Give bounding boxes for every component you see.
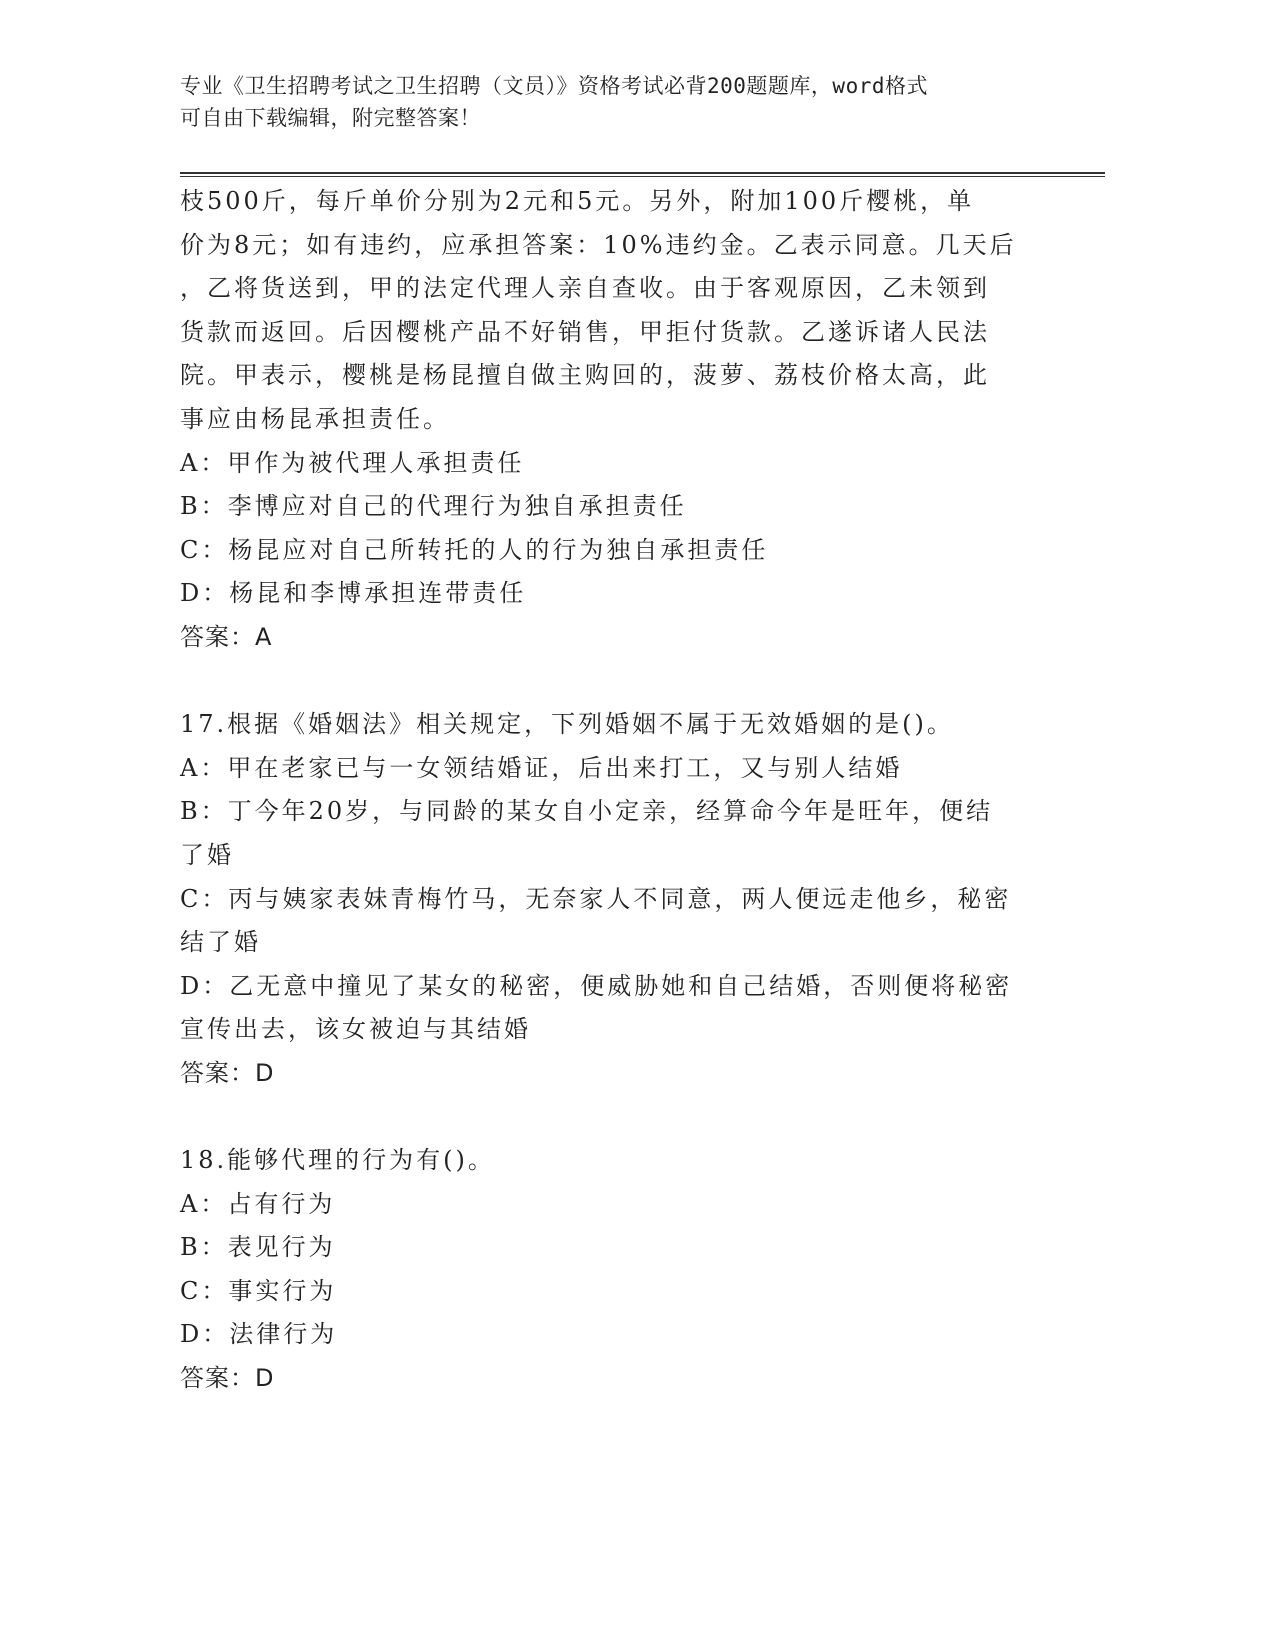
question-18 bbox=[180, 1139, 1040, 1401]
option-d: D：法律行为 bbox=[180, 1320, 338, 1349]
answer: 答案：D bbox=[180, 1364, 275, 1393]
option-b: B：李博应对自己的代理行为独自承担责任 bbox=[180, 492, 687, 521]
option-b: B：丁今年20岁，与同龄的某女自小定亲，经算命今年是旺年，便结 bbox=[180, 797, 994, 826]
question-text-line: 事应由杨昆承担责任。 bbox=[180, 404, 450, 433]
option-d: D：杨昆和李博承担连带责任 bbox=[180, 579, 527, 608]
question-text-line: 价为8元；如有违约，应承担答案：10%违约金。乙表示同意。几天后 bbox=[180, 230, 1017, 259]
option-b-continued: 了婚 bbox=[180, 840, 234, 869]
header-line-1: 专业《卫生招聘考试之卫生招聘（文员）》资格考试必背200题题库，word格式 bbox=[180, 74, 928, 98]
header-line-2: 可自由下载编辑，附完整答案！ bbox=[180, 106, 481, 130]
question-17 bbox=[180, 703, 1040, 1095]
answer: 答案：D bbox=[180, 1058, 275, 1087]
question-16 bbox=[180, 180, 1040, 660]
document-body bbox=[180, 180, 1040, 1401]
question-text-line: 枝500斤，每斤单价分别为2元和5元。另外，附加100斤樱桃，单 bbox=[180, 187, 975, 215]
option-c: C：丙与姨家表妹青梅竹马，无奈家人不同意，两人便远走他乡，秘密 bbox=[180, 884, 1012, 913]
option-a: A：甲作为被代理人承担责任 bbox=[180, 448, 525, 477]
option-d: D：乙无意中撞见了某女的秘密，便威胁她和自己结婚，否则便将秘密 bbox=[180, 971, 1013, 1000]
header-divider bbox=[180, 172, 1105, 177]
option-c: C：事实行为 bbox=[180, 1276, 337, 1305]
option-d-continued: 宣传出去，该女被迫与其结婚 bbox=[180, 1015, 531, 1044]
spacer bbox=[180, 1095, 1040, 1139]
option-c-continued: 结了婚 bbox=[180, 928, 261, 957]
option-a: A：甲在老家已与一女领结婚证，后出来打工，又与别人结婚 bbox=[180, 753, 903, 782]
page-header bbox=[180, 70, 1060, 134]
option-c: C：杨昆应对自己所转托的人的行为独自承担责任 bbox=[180, 535, 769, 564]
question-text-line: ，乙将货送到，甲的法定代理人亲自查收。由于客观原因，乙未领到 bbox=[180, 274, 990, 303]
question-text: 17.根据《婚姻法》相关规定，下列婚姻不属于无效婚姻的是()。 bbox=[180, 710, 954, 739]
question-text: 18.能够代理的行为有()。 bbox=[180, 1146, 495, 1175]
option-b: B：表见行为 bbox=[180, 1233, 336, 1262]
option-a: A：占有行为 bbox=[180, 1189, 336, 1218]
question-text-line: 院。甲表示，樱桃是杨昆擅自做主购回的，菠萝、荔枝价格太高，此 bbox=[180, 361, 990, 390]
question-text-line: 货款而返回。后因樱桃产品不好销售，甲拒付货款。乙遂诉诸人民法 bbox=[180, 317, 990, 346]
answer: 答案：A bbox=[180, 622, 273, 651]
spacer bbox=[180, 660, 1040, 704]
